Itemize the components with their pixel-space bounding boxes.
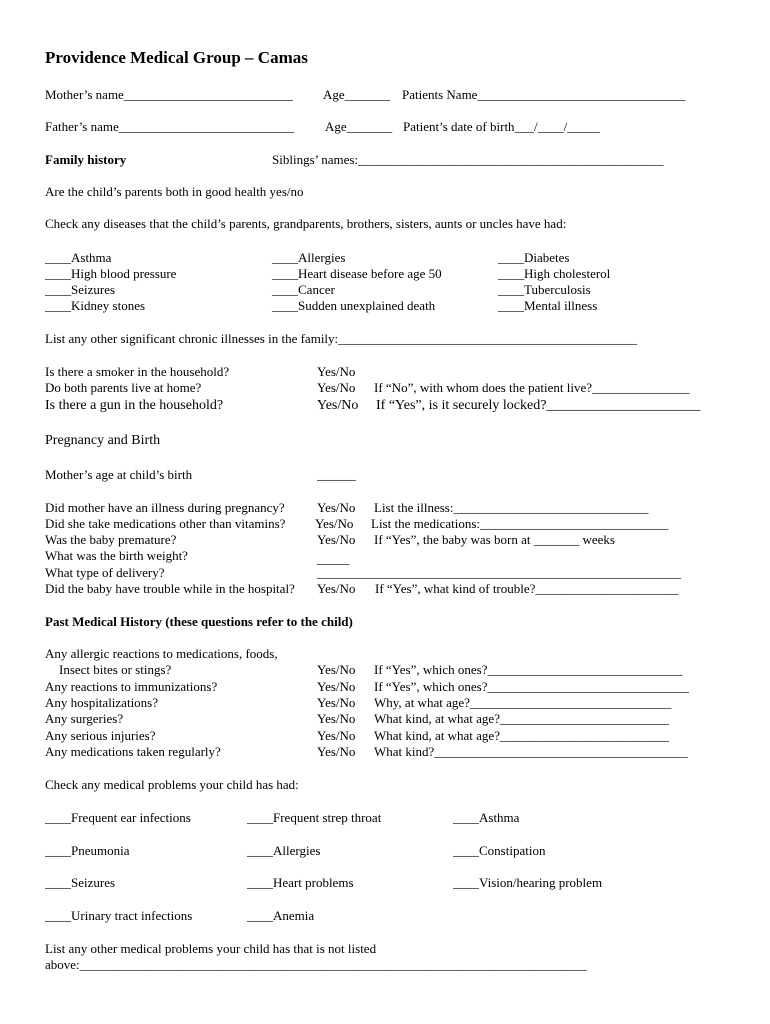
pregnancy-illness-question: Did mother have an illness during pregnancy? [45,500,285,515]
problem-ear-infections[interactable]: ____Frequent ear infections [45,810,191,825]
injuries-answer[interactable]: Yes/No [317,728,356,743]
family-disease-asthma[interactable]: ____Asthma [45,250,112,265]
family-disease-mental-illness[interactable]: ____Mental illness [498,298,598,313]
immunization-question: Any reactions to immunizations? [45,679,218,694]
medications-question: Any medications taken regularly? [45,744,221,759]
delivery-type-field[interactable]: ________________________________________________________ [317,565,681,580]
problem-seizures[interactable]: ____Seizures [45,875,116,890]
allergic-reactions-answer[interactable]: Yes/No [317,662,356,677]
pregnancy-meds-question: Did she take medications other than vitamins? [45,516,286,531]
pregnancy-meds-answer[interactable]: Yes/No [315,516,354,531]
immunization-answer[interactable]: Yes/No [317,679,356,694]
problem-strep-throat[interactable]: ____Frequent strep throat [247,810,382,825]
surgeries-answer[interactable]: Yes/No [317,711,356,726]
family-disease-heart-disease[interactable]: ____Heart disease before age 50 [272,266,442,281]
birth-weight-question: What was the birth weight? [45,548,188,563]
pregnancy-heading: Pregnancy and Birth [45,433,161,448]
problem-vision-hearing[interactable]: ____Vision/hearing problem [453,875,603,890]
page-title: Providence Medical Group – Camas [45,48,308,67]
family-history-heading: Family history [45,152,127,167]
family-disease-sudden-death[interactable]: ____Sudden unexplained death [272,298,436,313]
parents-health-question: Are the child’s parents both in good health yes/no [45,184,304,199]
premature-weeks-field[interactable]: If “Yes”, the baby was born at _______ weeks [374,532,615,547]
patient-dob-field[interactable]: Patient’s date of birth___/____/_____ [403,119,600,134]
mothers-age-field[interactable]: ______ [317,467,356,482]
pregnancy-illness-answer[interactable]: Yes/No [317,500,356,515]
surgeries-field[interactable]: What kind, at what age?__________________________ [374,711,669,726]
surgeries-question: Any surgeries? [45,711,124,726]
parents-home-answer[interactable]: Yes/No [317,380,356,395]
problem-constipation[interactable]: ____Constipation [453,843,546,858]
allergic-reactions-question: Any allergic reactions to medications, foods, [45,646,278,661]
check-diseases-instruction: Check any diseases that the child’s parents, grandparents, brothers, sisters, aunts or uncles have had: [45,216,567,231]
premature-question: Was the baby premature? [45,532,177,547]
problem-anemia[interactable]: ____Anemia [247,908,315,923]
hospital-trouble-field[interactable]: If “Yes”, what kind of trouble?______________________ [375,581,679,596]
hospital-trouble-answer[interactable]: Yes/No [317,581,356,596]
family-disease-seizures[interactable]: ____Seizures [45,282,116,297]
parents-home-question: Do both parents live at home? [45,380,202,395]
problem-urinary-tract[interactable]: ____Urinary tract infections [45,908,193,923]
father-age-field[interactable]: Age_______ [325,119,393,134]
hospitalizations-question: Any hospitalizations? [45,695,159,710]
family-disease-kidney-stones[interactable]: ____Kidney stones [45,298,146,313]
medications-field[interactable]: What kind?_______________________________________ [374,744,688,759]
problem-allergies[interactable]: ____Allergies [247,843,321,858]
delivery-type-question: What type of delivery? [45,565,165,580]
hospital-trouble-question: Did the baby have trouble while in the hospital? [45,581,295,596]
mothers-name-field[interactable]: Mother’s name__________________________ [45,87,293,102]
hospitalizations-field[interactable]: Why, at what age?_______________________________ [374,695,672,710]
family-disease-high-cholesterol[interactable]: ____High cholesterol [498,266,611,281]
gun-question: Is there a gun in the household? [45,398,224,413]
patients-name-field[interactable]: Patients Name________________________________ [402,87,686,102]
problem-heart[interactable]: ____Heart problems [247,875,354,890]
allergic-reactions-question-cont: Insect bites or stings? [59,662,172,677]
smoker-answer[interactable]: Yes/No [317,364,356,379]
lives-with-field[interactable]: If “No”, with whom does the patient live?_______________ [374,380,690,395]
medications-answer[interactable]: Yes/No [317,744,356,759]
hospitalizations-answer[interactable]: Yes/No [317,695,356,710]
family-disease-cancer[interactable]: ____Cancer [272,282,335,297]
family-disease-high-blood-pressure[interactable]: ____High blood pressure [45,266,177,281]
problem-pneumonia[interactable]: ____Pneumonia [45,843,130,858]
other-problems-instruction: List any other medical problems your child has that is not listed [45,941,377,956]
gun-answer[interactable]: Yes/No [317,398,359,413]
injuries-field[interactable]: What kind, at what age?__________________________ [374,728,669,743]
allergic-reactions-field[interactable]: If “Yes”, which ones?______________________________ [374,662,683,677]
siblings-names-field[interactable]: Siblings’ names:_______________________________________________ [272,152,664,167]
pregnancy-meds-field[interactable]: List the medications:_____________________________ [371,516,669,531]
other-problems-field[interactable]: above:______________________________________________________________________________ [45,957,587,972]
premature-answer[interactable]: Yes/No [317,532,356,547]
past-medical-history-heading: Past Medical History (these questions refer to the child) [45,614,353,629]
family-disease-allergies[interactable]: ____Allergies [272,250,346,265]
mother-age-field[interactable]: Age_______ [323,87,391,102]
family-disease-tuberculosis[interactable]: ____Tuberculosis [498,282,591,297]
smoker-question: Is there a smoker in the household? [45,364,230,379]
immunization-field[interactable]: If “Yes”, which ones?_______________________________ [374,679,689,694]
gun-locked-field[interactable]: If “Yes”, is it securely locked?______________________ [376,398,701,413]
problem-asthma[interactable]: ____Asthma [453,810,520,825]
family-disease-diabetes[interactable]: ____Diabetes [498,250,570,265]
pregnancy-illness-field[interactable]: List the illness:______________________________ [374,500,649,515]
birth-weight-field[interactable]: _____ [317,551,350,566]
injuries-question: Any serious injuries? [45,728,156,743]
medical-problems-instruction: Check any medical problems your child has had: [45,777,299,792]
other-family-illnesses-field[interactable]: List any other significant chronic illnesses in the family:______________________________________________ [45,331,638,346]
mothers-age-question: Mother’s age at child’s birth [45,467,193,482]
fathers-name-field[interactable]: Father’s name___________________________ [45,119,295,134]
